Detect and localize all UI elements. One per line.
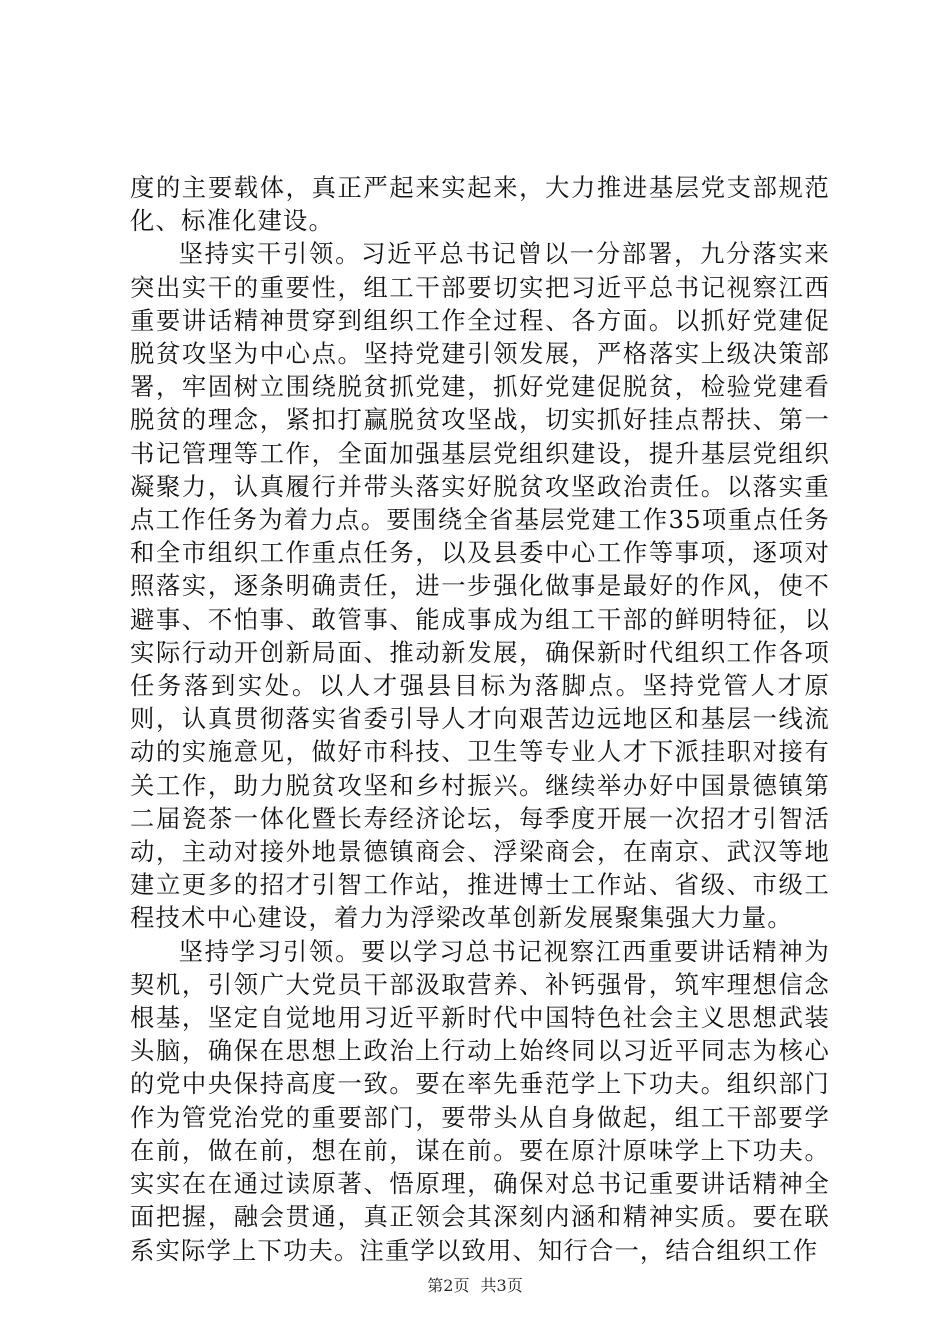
paragraph-continuation: 度的主要载体，真正严起来实起来，大力推进基层党支部规范化、标准化建设。 — [130, 173, 830, 236]
page-footer — [0, 1273, 950, 1296]
paragraph-study-leadership: 坚持学习引领。要以学习总书记视察江西重要讲话精神为契机，引领广大党员干部汲取营养、补钙强骨，筑牢理想信念根基，坚定自觉地用习近平新时代中国特色社会主义思想武装头脑，确保在思想上政治上行动上始终同以习近平同志为核心的党中央保持高度一致。要在率先垂范学上下功夫。组织部门作为管党治党的重要部门，要带头从自身做起，组工干部要学在前，做在前，想在前，谋在前。要在原汁原味学上下功夫。实实在在通过读原著、悟原理，确保对总书记重要讲话精神全面把握，融会贯通，真正领会其深刻内涵和精神实质。要在联系实际学上下功夫。注重学以致用、知行合一，结合组织工作 — [130, 936, 830, 1265]
paragraph-practice-leadership: 坚持实干引领。习近平总书记曾以一分部署，九分落实来突出实干的重要性，组工干部要切实把习近平总书记视察江西重要讲话精神贯穿到组织工作全过程、各方面。以抓好党建促脱贫攻坚为中心点。坚持党建引领发展，严格落实上级决策部署，牢固树立围绕脱贫抓党建，抓好党建促脱贫，检验党建看脱贫的理念，紧扣打赢脱贫攻坚战，切实抓好挂点帮扶、第一书记管理等工作，全面加强基层党组织建设，提升基层党组织凝聚力，认真履行并带头落实好脱贫攻坚政治责任。以落实重点工作任务为着力点。要围绕全省基层党建工作35项重点任务和全市组织工作重点任务，以及县委中心工作等事项，逐项对照落实，逐条明确责任，进一步强化做事是最好的作风，使不避事、不怕事、敢管事、能成事成为组工干部的鲜明特征，以实际行动开创新局面、推动新发展，确保新时代组织工作各项任务落到实处。以人才强县目标为落脚点。坚持党管人才原则，认真贯彻落实省委引导人才向艰苦边远地区和基层一线流动的实施意见，做好市科技、卫生等专业人才下派挂职对接有关工作，助力脱贫攻坚和乡村振兴。继续举办好中国景德镇第二届瓷茶一体化暨长寿经济论坛，每季度开展一次招才引智活动，主动对接外地景德镇商会、浮梁商会，在南京、武汉等地建立更多的招才引智工作站，推进博士工作站、省级、市级工程技术中心建设，着力为浮梁改革创新发展聚集强大力量。 — [130, 239, 830, 933]
page-number: 第2页 — [427, 1276, 470, 1295]
document-body — [130, 171, 830, 1267]
page-total: 共3页 — [480, 1276, 523, 1295]
